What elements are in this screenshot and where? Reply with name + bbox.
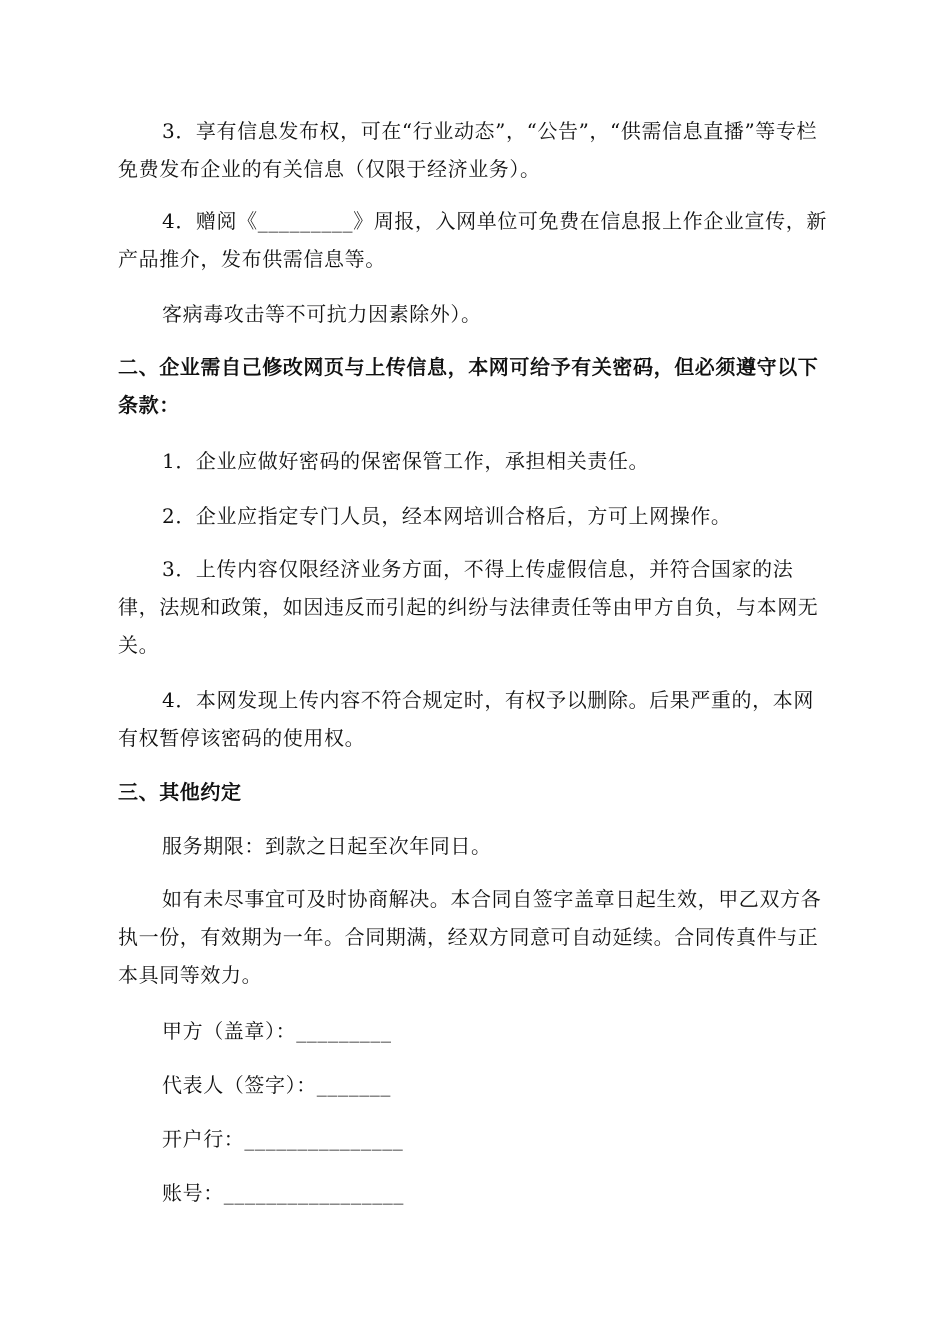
- section-2-heading: 二、企业需自己修改网页与上传信息，本网可给予有关密码，但必须遵守以下条款：: [118, 355, 819, 417]
- section-3-heading: 三、其他约定: [118, 780, 242, 804]
- clause-2-2: 2．企业应指定专门人员，经本网培训合格后，方可上网操作。: [162, 504, 732, 528]
- clause-1-4: 4．赠阅《_________》周报，入网单位可免费在信息报上作企业宣传，新产品推介，发布供需信息等。: [118, 209, 827, 271]
- clause-2-1: 1．企业应做好密码的保密保管工作，承担相关责任。: [162, 449, 650, 473]
- clause-2-3: 3．上传内容仅限经济业务方面，不得上传虚假信息，并符合国家的法律，法规和政策，如因违反而引起的纠纷与法律责任等由甲方自负，与本网无关。: [118, 557, 819, 657]
- clause-fragment: 客病毒攻击等不可抗力因素除外）。: [162, 302, 482, 326]
- clause-1-3: 3．享有信息发布权，可在“行业动态”，“公告”，“供需信息直播”等专栏免费发布企业的有关信息（仅限于经济业务）。: [118, 119, 818, 181]
- bank-field: 开户行：_______________: [162, 1127, 404, 1151]
- misc-terms: 如有未尽事宜可及时协商解决。本合同自签字盖章日起生效，甲乙双方各执一份，有效期为一年。合同期满，经双方同意可自动延续。合同传真件与正本具同等效力。: [118, 887, 822, 987]
- account-field: 账号：_________________: [162, 1181, 404, 1205]
- service-period: 服务期限：到款之日起至次年同日。: [162, 834, 492, 858]
- party-a-seal: 甲方（盖章）：_________: [162, 1019, 392, 1043]
- representative-signature: 代表人（签字）：_______: [162, 1073, 391, 1097]
- clause-2-4: 4．本网发现上传内容不符合规定时，有权予以删除。后果严重的，本网有权暂停该密码的使用权。: [118, 688, 814, 750]
